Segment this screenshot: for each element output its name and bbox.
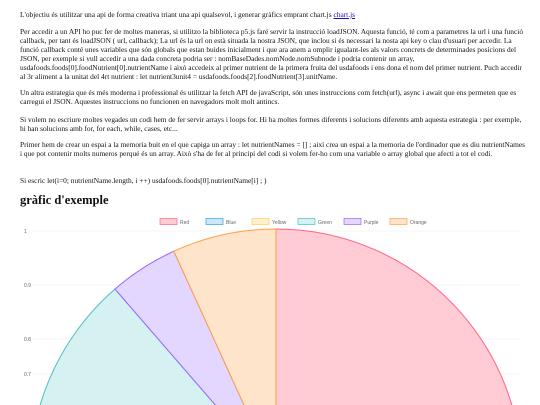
chart-slices [30,229,522,405]
legend-swatch-yellow[interactable] [252,219,269,225]
paragraph-loops: Si volem no escriure moltes vegades un codi hem de fer servir arrays i loops for. Hi ha moltes formes diferents i solucions diferents amb aquesta estrategia : per exemple, hi han solucions amb for, for each, while, cases, etc... [20,115,522,133]
y-tick-label: 0.7 [24,371,31,378]
legend-swatch-orange[interactable] [390,219,407,225]
intro-text: L'objectiu és utilitzar una api de forma creativa triant una api qualsevol, i generar gràfics emprant chart.js [20,10,334,19]
paragraph-arrays: Primer hem de crear un espai a la memoria buit en el que capiga un array : let nutrientNames = [] ; així crea un espai a la memoria de l'ordinador que es diu nutrientNames i que pot contenir molts numeros perqué és un array. Això s'ha de fer al principi del codi si volem fer-ho com una variable o array global que afecti a tot el codi. [20,140,525,158]
legend-swatch-blue[interactable] [206,219,223,225]
y-tick-label: 0.9 [24,282,31,289]
y-tick-label: 0.8 [24,336,31,343]
legend-label-purple[interactable]: Purple [364,219,379,226]
pie-slice-red[interactable] [276,229,522,405]
legend-label-orange[interactable]: Orange [410,219,427,226]
legend-label-green[interactable]: Green [318,219,332,226]
chart-heading: gràfic d'exemple [20,193,109,207]
chartjs-link[interactable]: chart.js [333,10,356,19]
legend-label-yellow[interactable]: Yellow [272,219,287,226]
intro-paragraph [20,11,525,20]
y-tick-label: 1 [24,228,27,235]
example-chart [20,210,525,405]
legend-swatch-purple[interactable] [344,219,361,225]
paragraph-for-loop: Si escric let(i=0; nutrientName.length, i ++) usdafoods.foods[0].nutrientName[i] ; ) [20,176,267,185]
chart-legend[interactable] [160,219,427,226]
legend-label-blue[interactable]: Blue [226,219,237,226]
legend-swatch-green[interactable] [298,219,315,225]
legend-swatch-red[interactable] [160,219,177,225]
legend-label-red[interactable]: Red [180,219,190,226]
paragraph-loadjson: Per accedir a un API ho puc fer de moltes maneras, si utilitzo la biblioteca p5.js faré servir la instrucció loadJSON. Aquesta funció, té com a parametres la url i una funció callback, per tant és loadJSON ( url, callback); La url és la url on està situada la nostra JSON, que inclou si és necessari la nosta api key o clau d'usuari per accedir. La funció callback conté unes variables que són globals que estan buides inicialment i que ara anem a omplir igualant-les als valors concrets de determinades posicions del JSON, per exemple si vull accedir a una dada concreta podria ser : nomBaseDades.nomNode.nomSubnode i podria contenir un array, usdafoods.foods[0].foodNutrient[0].nutrientName i això accedeix al primer nutrient de la primera fruita del usdafoods i ens dona el nom del primer nutrient. Puch accedir al 3r aliment a la unitat del 4rt nutrient : let nutrient3unit4 = usdafoods.foods[2].foodNutrient[3].unitName. [20,27,524,81]
chart-y-ticks [24,229,31,378]
paragraph-fetch-api: Un altra estrategia que és més moderna i professional és utilitzar la fetch API de javaScript, són unes instruccions com fetch(url), async i await que ens permeten que es carregui el JSON. Aquestes instruccions no funcionen en navegadors molt molt antincs. [20,88,517,106]
